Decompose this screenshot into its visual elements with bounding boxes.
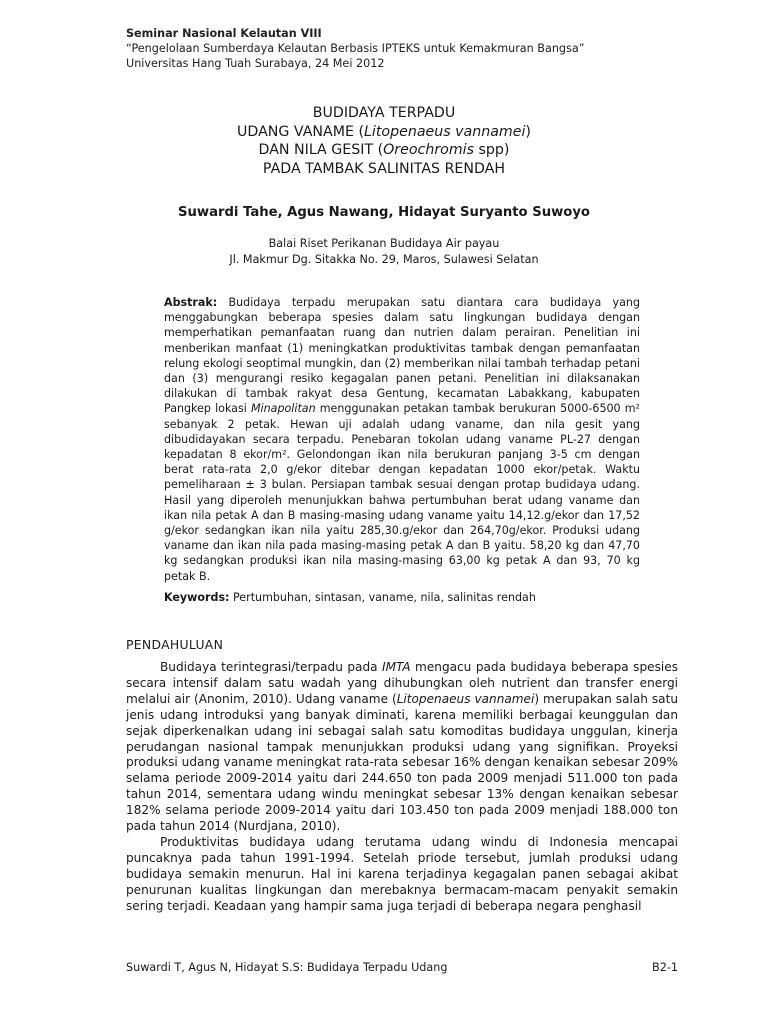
title-line-1: BUDIDAYA TERPADU	[312, 105, 456, 121]
title-line-4: PADA TAMBAK SALINITAS RENDAH	[262, 160, 506, 177]
affiliation	[0, 236, 768, 268]
abstract	[164, 295, 640, 584]
title-species-tilapia: Oreochromis	[383, 142, 475, 158]
affiliation-institute: Balai Riset Perikanan Budidaya Air payau	[268, 237, 500, 250]
conference-header	[126, 26, 585, 71]
paragraph-1-italic-2: Litopenaeus vannamei	[396, 691, 535, 706]
keywords	[164, 590, 640, 605]
affiliation-address: Jl. Makmur Dg. Sitakka No. 29, Maros, Sulawesi Selatan	[229, 253, 539, 266]
footer-running-title: Suwardi T, Agus N, Hidayat S.S: Budidaya Terpadu Udang	[126, 961, 448, 974]
conference-name: Seminar Nasional Kelautan VIII	[126, 27, 322, 40]
page-number: B2-1	[652, 961, 678, 974]
paragraph-1-text-1: Budidaya terintegrasi/terpadu pada	[160, 660, 383, 674]
abstract-italic-term: Minapolitan	[250, 402, 316, 416]
conference-theme: “Pengelolaan Sumberdaya Kelautan Berbasis IPTEKS untuk Kemakmuran Bangsa”	[126, 42, 585, 55]
keywords-label: Keywords:	[164, 591, 230, 604]
page-footer	[126, 961, 678, 974]
abstract-text-1: Budidaya terpadu merupakan satu diantara cara budidaya yang menggabungkan beberapa spesies dalam satu lingkungan budidaya dengan memperhatikan pemanfaatan ruang dan nutrien dalam perairan. Penelitian ini menberikan manfaat (1) meningkatkan produktivitas tambak dengan pemanfaatan relung ekologi seoptimal mungkin, dan (2) memberikan nilai tambah terhadap petani dan (3) mengurangi resiko kegagalan panen petani. Penelitian ini dilaksanakan dilakukan di tambak rakyat desa Gentung, kecamatan Labakkang, kabupaten Pangkep lokasi	[164, 296, 640, 416]
paper-title	[0, 104, 768, 178]
paragraph-1-italic-1: IMTA	[382, 660, 411, 674]
title-line-3-close: spp)	[474, 142, 510, 158]
title-line-3	[0, 141, 768, 160]
paragraph-1-text-3: ) merupakan salah satu jenis udang introduksi yang banyak diminati, karena memiliki berbagai keunggulan dan sejak diperkenalkan udang ini sebagai salah satu komoditas budidaya unggulan, kinerja perudangan nasional tampak menunjukkan produksi udang yang signifikan. Proyeksi produksi udang vaname meningkat rata-rata sebesar 16% dengan kenaikan sebesar 209% selama periode 2009-2014 yaitu dari 244.650 ton pada 2009 menjadi 511.000 ton pada tahun 2014, sementara udang windu meningkat sebesar 13% dengan kenaikan sebesar 182% selama periode 2009-2014 yaitu dari 103.450 ton pada 2009 menjadi 188.000 ton pada tahun 2014 (Nurdjana, 2010).	[126, 691, 678, 834]
conference-venue-date: Universitas Hang Tuah Surabaya, 24 Mei 2012	[126, 57, 385, 70]
abstract-label: Abstrak:	[164, 296, 218, 309]
section-body	[126, 660, 678, 915]
title-line-2	[0, 123, 768, 142]
keywords-text: Pertumbuhan, sintasan, vaname, nila, salinitas rendah	[229, 591, 536, 604]
title-line-2-close: )	[525, 123, 531, 140]
section-heading: PENDAHULUAN	[126, 637, 224, 652]
title-line-3-text: DAN NILA GESIT (	[258, 142, 384, 158]
title-line-2-text: UDANG VANAME (	[237, 123, 364, 140]
authors: Suwardi Tahe, Agus Nawang, Hidayat Suryanto Suwoyo	[178, 205, 590, 220]
paragraph-1-text-2: mengacu pada budidaya beberapa spesies secara intensif dalam satu wadah yang dihubungkan oleh nutrient dan transfer energi melalui air (Anonim, 2010). Udang vaname (	[126, 660, 678, 706]
paragraph-2: Produktivitas budidaya udang terutama udang windu di Indonesia mencapai puncaknya pada tahun 1991-1994. Setelah priode tersebut, jumlah produksi udang budidaya semakin menurun. Hal ini karena terjadinya kegagalan panen sebagai akibat penurunan kualitas lingkungan dan merebaknya bermacam-macam penyakit semakin sering terjadi. Keadaan yang hampir sama juga terjadi di beberapa negara penghasil	[126, 834, 678, 913]
title-species-shrimp: Litopenaeus vannamei	[364, 123, 526, 140]
abstract-text-2: menggunakan petakan tambak berukuran 5000-6500 m² sebanyak 2 petak. Hewan uji adalah udang vaname, dan nila gesit yang dibudidayakan secara terpadu. Penebaran tokolan udang vaname PL-27 dengan kepadatan 8 ekor/m². Gelondongan ikan nila berukuran panjang 3-5 cm dengan berat rata-rata 2,0 g/ekor ditebar dengan kepadatan 1000 ekor/petak. Waktu pemeliharaan ± 3 bulan. Persiapan tambak sesuai dengan protap budidaya udang. Hasil yang diperoleh menunjukkan bahwa pertumbuhan berat udang vaname dan ikan nila petak A dan B masing-masing udang vaname yaitu 14,12.g/ekor dan 17,52 g/ekor sedangkan ikan nila yaitu 285,30.g/ekor dan 264,70g/ekor. Produksi udang vaname dan ikan nila pada masing-masing petak A dan B yaitu. 58,20 kg dan 47,70 kg sedangkan produksi ikan nila masing-masing 63,00 kg petak A dan 93, 70 kg petak B.	[164, 402, 640, 583]
paragraph-1	[126, 660, 678, 835]
